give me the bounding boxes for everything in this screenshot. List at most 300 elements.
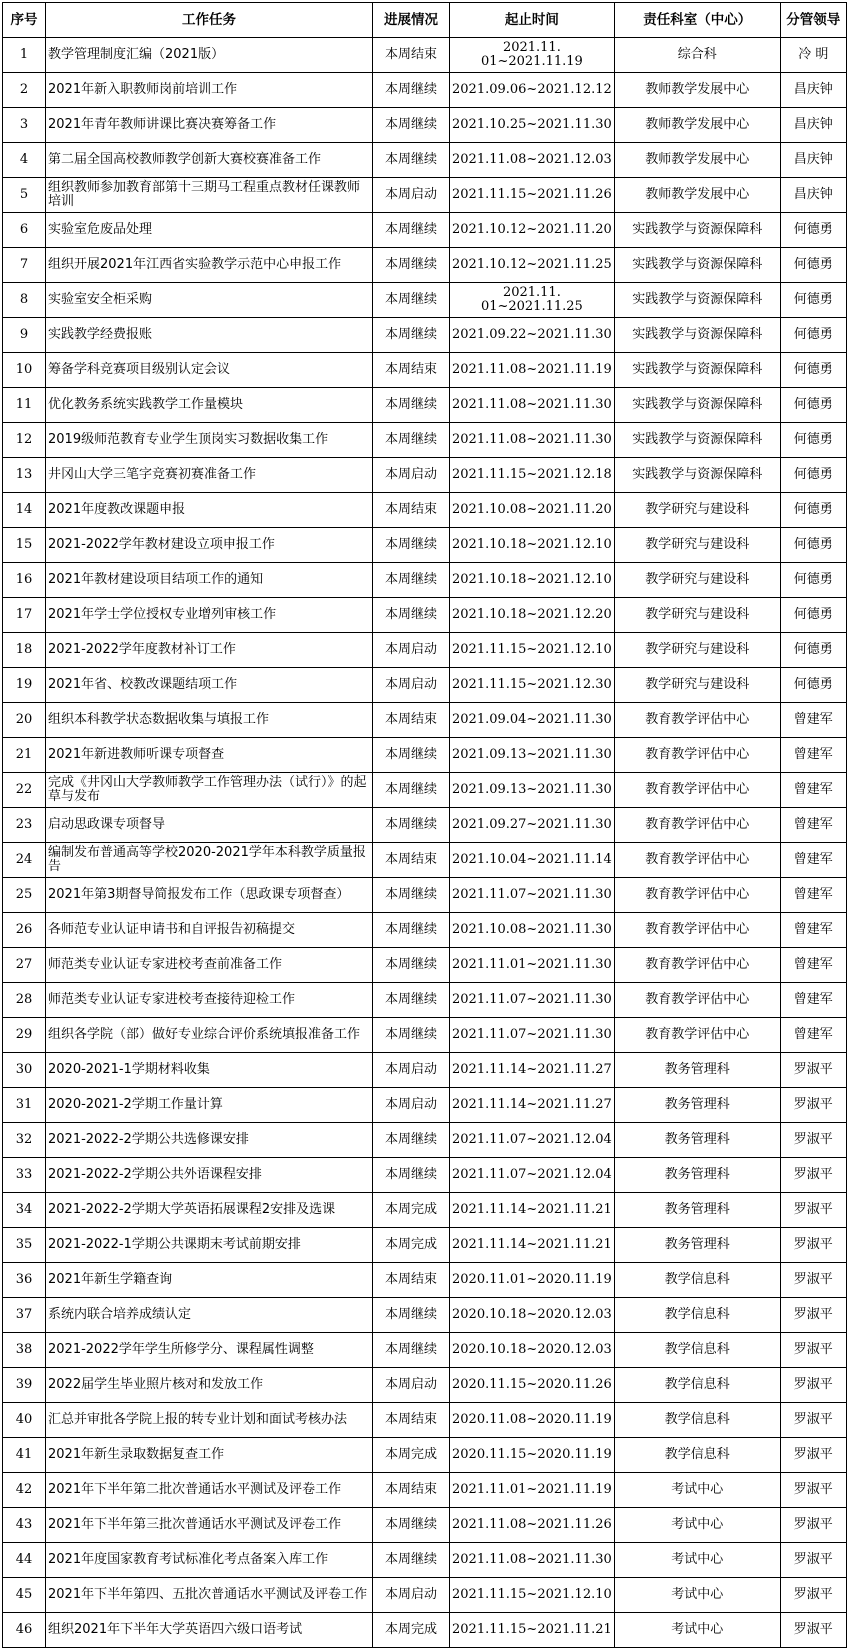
cell-seq: 43 — [3, 1508, 46, 1543]
cell-status: 本周继续 — [373, 1298, 450, 1333]
cell-dates: 2021.11.07~2021.11.30 — [450, 1018, 615, 1053]
cell-dept: 教学信息科 — [614, 1438, 780, 1473]
cell-dept: 考试中心 — [614, 1543, 780, 1578]
table-row — [3, 1053, 847, 1088]
cell-seq: 19 — [3, 668, 46, 703]
cell-status: 本周完成 — [373, 1438, 450, 1473]
cell-status: 本周启动 — [373, 1578, 450, 1613]
cell-seq: 8 — [3, 283, 46, 318]
cell-task: 实验室安全柜采购 — [46, 283, 373, 318]
table-row — [3, 808, 847, 843]
cell-task: 2021年学士学位授权专业增列审核工作 — [46, 598, 373, 633]
table-row — [3, 248, 847, 283]
cell-dept: 考试中心 — [614, 1473, 780, 1508]
cell-dates: 2021.11.14~2021.11.21 — [450, 1193, 615, 1228]
cell-seq: 46 — [3, 1613, 46, 1648]
cell-dept: 教务管理科 — [614, 1123, 780, 1158]
table-row — [3, 1123, 847, 1158]
cell-dept: 教学信息科 — [614, 1298, 780, 1333]
cell-task: 2021年下半年第三批次普通话水平测试及评卷工作 — [46, 1508, 373, 1543]
cell-dates: 2020.10.18~2020.12.03 — [450, 1298, 615, 1333]
cell-leader: 曾建军 — [780, 1018, 846, 1053]
table-row — [3, 1613, 847, 1648]
table-row — [3, 703, 847, 738]
cell-leader: 昌庆钟 — [780, 143, 846, 178]
cell-task: 完成《井冈山大学教师教学工作管理办法（试行）》的起草与发布 — [46, 773, 373, 808]
cell-dates: 2020.11.15~2020.11.26 — [450, 1368, 615, 1403]
cell-task: 启动思政课专项督导 — [46, 808, 373, 843]
cell-leader: 罗淑平 — [780, 1053, 846, 1088]
table-row — [3, 1333, 847, 1368]
cell-dept: 教师教学发展中心 — [614, 108, 780, 143]
cell-leader: 罗淑平 — [780, 1473, 846, 1508]
cell-dates: 2021.10.18~2021.12.10 — [450, 563, 615, 598]
cell-leader: 何德勇 — [780, 493, 846, 528]
cell-status: 本周继续 — [373, 773, 450, 808]
table-row — [3, 458, 847, 493]
cell-leader: 何德勇 — [780, 318, 846, 353]
cell-dates: 2021.11.15~2021.12.10 — [450, 633, 615, 668]
cell-seq: 15 — [3, 528, 46, 563]
cell-seq: 26 — [3, 913, 46, 948]
cell-status: 本周继续 — [373, 1158, 450, 1193]
cell-leader: 曾建军 — [780, 703, 846, 738]
cell-status: 本周继续 — [373, 528, 450, 563]
cell-dept: 教学信息科 — [614, 1333, 780, 1368]
cell-dept: 教育教学评估中心 — [614, 913, 780, 948]
cell-dept: 考试中心 — [614, 1578, 780, 1613]
table-row — [3, 1403, 847, 1438]
cell-dates: 2021.11.15~2021.12.18 — [450, 458, 615, 493]
cell-seq: 38 — [3, 1333, 46, 1368]
cell-task: 2021年新进教师听课专项督查 — [46, 738, 373, 773]
cell-status: 本周继续 — [373, 108, 450, 143]
cell-task: 2021-2022学年教材建设立项申报工作 — [46, 528, 373, 563]
cell-leader: 何德勇 — [780, 283, 846, 318]
cell-task: 师范类专业认证专家进校考查接待迎检工作 — [46, 983, 373, 1018]
cell-seq: 6 — [3, 213, 46, 248]
cell-status: 本周继续 — [373, 1018, 450, 1053]
cell-status: 本周继续 — [373, 948, 450, 983]
cell-status: 本周结束 — [373, 703, 450, 738]
cell-task: 组织教师参加教育部第十三期马工程重点教材任课教师培训 — [46, 178, 373, 213]
cell-dept: 教务管理科 — [614, 1228, 780, 1263]
cell-status: 本周启动 — [373, 1088, 450, 1123]
cell-leader: 冷 明 — [780, 38, 846, 73]
table-row — [3, 563, 847, 598]
cell-dates: 2021.11.08~2021.11.30 — [450, 388, 615, 423]
cell-dates: 2021.10.08~2021.11.20 — [450, 493, 615, 528]
cell-seq: 9 — [3, 318, 46, 353]
table-body — [3, 38, 847, 1648]
table-row — [3, 178, 847, 213]
cell-seq: 5 — [3, 178, 46, 213]
cell-leader: 罗淑平 — [780, 1088, 846, 1123]
cell-task: 2021年省、校教改课题结项工作 — [46, 668, 373, 703]
cell-dept: 教学研究与建设科 — [614, 528, 780, 563]
cell-status: 本周继续 — [373, 248, 450, 283]
cell-seq: 44 — [3, 1543, 46, 1578]
cell-task: 2022届学生毕业照片核对和发放工作 — [46, 1368, 373, 1403]
cell-seq: 12 — [3, 423, 46, 458]
cell-dates: 2021.11.07~2021.12.04 — [450, 1123, 615, 1158]
cell-seq: 25 — [3, 878, 46, 913]
cell-dept: 教育教学评估中心 — [614, 843, 780, 878]
cell-task: 教学管理制度汇编（2021版） — [46, 38, 373, 73]
cell-leader: 曾建军 — [780, 878, 846, 913]
cell-task: 组织开展2021年江西省实验教学示范中心申报工作 — [46, 248, 373, 283]
table-row — [3, 1018, 847, 1053]
table-row — [3, 668, 847, 703]
cell-task: 2020-2021-1学期材料收集 — [46, 1053, 373, 1088]
cell-leader: 何德勇 — [780, 668, 846, 703]
cell-task: 2021-2022学年度教材补订工作 — [46, 633, 373, 668]
cell-dates: 2021.11.08~2021.11.30 — [450, 1543, 615, 1578]
cell-dates: 2021.11.08~2021.11.30 — [450, 423, 615, 458]
table-row — [3, 948, 847, 983]
cell-seq: 28 — [3, 983, 46, 1018]
cell-leader: 罗淑平 — [780, 1193, 846, 1228]
cell-dept: 教务管理科 — [614, 1158, 780, 1193]
table-row — [3, 318, 847, 353]
cell-dept: 教务管理科 — [614, 1193, 780, 1228]
cell-dates: 2020.10.18~2020.12.03 — [450, 1333, 615, 1368]
cell-status: 本周继续 — [373, 1333, 450, 1368]
cell-seq: 35 — [3, 1228, 46, 1263]
cell-status: 本周完成 — [373, 1228, 450, 1263]
cell-leader: 昌庆钟 — [780, 108, 846, 143]
cell-seq: 17 — [3, 598, 46, 633]
table-row — [3, 493, 847, 528]
cell-dept: 教师教学发展中心 — [614, 178, 780, 213]
cell-dept: 教育教学评估中心 — [614, 703, 780, 738]
cell-seq: 36 — [3, 1263, 46, 1298]
cell-dates: 2021.10.04~2021.11.14 — [450, 843, 615, 878]
cell-leader: 何德勇 — [780, 633, 846, 668]
cell-dates: 2021.10.12~2021.11.25 — [450, 248, 615, 283]
header-leader: 分管领导 — [780, 3, 846, 38]
cell-dept: 实践教学与资源保障科 — [614, 283, 780, 318]
cell-task: 编制发布普通高等学校2020-2021学年本科教学质量报告 — [46, 843, 373, 878]
cell-leader: 曾建军 — [780, 738, 846, 773]
cell-dept: 教学研究与建设科 — [614, 598, 780, 633]
cell-dept: 实践教学与资源保障科 — [614, 353, 780, 388]
cell-dates: 2021.09.04~2021.11.30 — [450, 703, 615, 738]
cell-leader: 曾建军 — [780, 948, 846, 983]
cell-seq: 27 — [3, 948, 46, 983]
cell-task: 优化教务系统实践教学工作量模块 — [46, 388, 373, 423]
cell-dept: 教学研究与建设科 — [614, 563, 780, 598]
table-row — [3, 73, 847, 108]
cell-status: 本周结束 — [373, 1263, 450, 1298]
cell-leader: 曾建军 — [780, 773, 846, 808]
cell-dates: 2021.11.08~2021.12.03 — [450, 143, 615, 178]
cell-seq: 20 — [3, 703, 46, 738]
cell-dept: 教育教学评估中心 — [614, 773, 780, 808]
cell-task: 2021年下半年第二批次普通话水平测试及评卷工作 — [46, 1473, 373, 1508]
cell-status: 本周继续 — [373, 913, 450, 948]
cell-dept: 教学信息科 — [614, 1368, 780, 1403]
cell-dates: 2021.11.01~2021.11.19 — [450, 1473, 615, 1508]
cell-dept: 教育教学评估中心 — [614, 808, 780, 843]
cell-seq: 16 — [3, 563, 46, 598]
cell-status: 本周继续 — [373, 878, 450, 913]
cell-seq: 13 — [3, 458, 46, 493]
cell-leader: 曾建军 — [780, 843, 846, 878]
cell-dates: 2021.11. 01~2021.11.19 — [450, 38, 615, 73]
cell-status: 本周继续 — [373, 388, 450, 423]
table-row — [3, 1228, 847, 1263]
cell-seq: 18 — [3, 633, 46, 668]
cell-seq: 45 — [3, 1578, 46, 1613]
cell-leader: 何德勇 — [780, 213, 846, 248]
table-row — [3, 353, 847, 388]
cell-status: 本周结束 — [373, 38, 450, 73]
cell-dates: 2021.10.18~2021.12.10 — [450, 528, 615, 563]
table-row — [3, 283, 847, 318]
table-row — [3, 983, 847, 1018]
cell-status: 本周继续 — [373, 1123, 450, 1158]
cell-seq: 22 — [3, 773, 46, 808]
table-row — [3, 1193, 847, 1228]
cell-seq: 14 — [3, 493, 46, 528]
cell-leader: 何德勇 — [780, 528, 846, 563]
cell-leader: 何德勇 — [780, 423, 846, 458]
cell-leader: 何德勇 — [780, 598, 846, 633]
cell-leader: 罗淑平 — [780, 1578, 846, 1613]
cell-seq: 37 — [3, 1298, 46, 1333]
cell-dept: 教学信息科 — [614, 1403, 780, 1438]
table-row — [3, 1158, 847, 1193]
cell-dept: 教育教学评估中心 — [614, 878, 780, 913]
cell-leader: 何德勇 — [780, 458, 846, 493]
header-dates: 起止时间 — [450, 3, 615, 38]
cell-status: 本周继续 — [373, 808, 450, 843]
table-row — [3, 1578, 847, 1613]
cell-dept: 教学信息科 — [614, 1263, 780, 1298]
cell-leader: 罗淑平 — [780, 1123, 846, 1158]
cell-leader: 罗淑平 — [780, 1263, 846, 1298]
table-row — [3, 423, 847, 458]
cell-dept: 教育教学评估中心 — [614, 983, 780, 1018]
cell-task: 2021年教材建设项目结项工作的通知 — [46, 563, 373, 598]
cell-task: 实验室危废品处理 — [46, 213, 373, 248]
cell-task: 2021-2022-2学期大学英语拓展课程2安排及选课 — [46, 1193, 373, 1228]
cell-dept: 实践教学与资源保障科 — [614, 248, 780, 283]
table-row — [3, 1298, 847, 1333]
table-row — [3, 1543, 847, 1578]
cell-leader: 罗淑平 — [780, 1403, 846, 1438]
cell-dates: 2020.11.15~2020.11.19 — [450, 1438, 615, 1473]
cell-dates: 2021.11.07~2021.11.30 — [450, 983, 615, 1018]
cell-dates: 2021.11.15~2021.11.26 — [450, 178, 615, 213]
cell-seq: 40 — [3, 1403, 46, 1438]
cell-task: 2020-2021-2学期工作量计算 — [46, 1088, 373, 1123]
header-row — [3, 3, 847, 38]
cell-dept: 综合科 — [614, 38, 780, 73]
cell-task: 组织2021年下半年大学英语四六级口语考试 — [46, 1613, 373, 1648]
cell-dates: 2021.11.15~2021.12.30 — [450, 668, 615, 703]
cell-status: 本周结束 — [373, 1473, 450, 1508]
cell-dates: 2020.11.01~2020.11.19 — [450, 1263, 615, 1298]
cell-dept: 教学研究与建设科 — [614, 668, 780, 703]
header-seq: 序号 — [3, 3, 46, 38]
cell-leader: 罗淑平 — [780, 1298, 846, 1333]
table-row — [3, 913, 847, 948]
table-row — [3, 388, 847, 423]
cell-seq: 34 — [3, 1193, 46, 1228]
cell-task: 2021-2022-2学期公共选修课安排 — [46, 1123, 373, 1158]
table-row — [3, 843, 847, 878]
cell-dates: 2021.11.01~2021.11.30 — [450, 948, 615, 983]
cell-dept: 教育教学评估中心 — [614, 738, 780, 773]
cell-dept: 教师教学发展中心 — [614, 143, 780, 178]
cell-leader: 罗淑平 — [780, 1438, 846, 1473]
cell-dates: 2021.10.25~2021.11.30 — [450, 108, 615, 143]
cell-seq: 30 — [3, 1053, 46, 1088]
cell-dept: 教育教学评估中心 — [614, 948, 780, 983]
cell-dates: 2021.11.07~2021.12.04 — [450, 1158, 615, 1193]
cell-leader: 曾建军 — [780, 913, 846, 948]
cell-seq: 33 — [3, 1158, 46, 1193]
cell-task: 2021-2022-1学期公共课期末考试前期安排 — [46, 1228, 373, 1263]
cell-dates: 2020.11.08~2020.11.19 — [450, 1403, 615, 1438]
cell-dates: 2021.10.12~2021.11.20 — [450, 213, 615, 248]
cell-dept: 教学研究与建设科 — [614, 493, 780, 528]
table-row — [3, 108, 847, 143]
cell-leader: 罗淑平 — [780, 1228, 846, 1263]
cell-seq: 3 — [3, 108, 46, 143]
cell-dates: 2021.11.14~2021.11.27 — [450, 1053, 615, 1088]
cell-dates: 2021.09.13~2021.11.30 — [450, 773, 615, 808]
cell-task: 系统内联合培养成绩认定 — [46, 1298, 373, 1333]
cell-dept: 实践教学与资源保障科 — [614, 388, 780, 423]
table-row — [3, 773, 847, 808]
cell-task: 2021年第3期督导简报发布工作（思政课专项督查） — [46, 878, 373, 913]
cell-seq: 21 — [3, 738, 46, 773]
cell-task: 2021年青年教师讲课比赛决赛筹备工作 — [46, 108, 373, 143]
cell-seq: 42 — [3, 1473, 46, 1508]
cell-task: 第二届全国高校教师教学创新大赛校赛准备工作 — [46, 143, 373, 178]
cell-task: 2021年新生录取数据复查工作 — [46, 1438, 373, 1473]
cell-leader: 何德勇 — [780, 353, 846, 388]
cell-status: 本周结束 — [373, 353, 450, 388]
cell-leader: 罗淑平 — [780, 1368, 846, 1403]
cell-status: 本周继续 — [373, 563, 450, 598]
cell-task: 汇总并审批各学院上报的转专业计划和面试考核办法 — [46, 1403, 373, 1438]
cell-status: 本周完成 — [373, 1613, 450, 1648]
table-row — [3, 598, 847, 633]
cell-status: 本周启动 — [373, 1368, 450, 1403]
cell-seq: 39 — [3, 1368, 46, 1403]
cell-leader: 昌庆钟 — [780, 178, 846, 213]
cell-dates: 2021.11.15~2021.11.21 — [450, 1613, 615, 1648]
cell-dept: 考试中心 — [614, 1508, 780, 1543]
cell-status: 本周继续 — [373, 983, 450, 1018]
cell-task: 2021年新入职教师岗前培训工作 — [46, 73, 373, 108]
cell-status: 本周启动 — [373, 668, 450, 703]
cell-status: 本周启动 — [373, 1053, 450, 1088]
cell-seq: 31 — [3, 1088, 46, 1123]
cell-status: 本周完成 — [373, 1193, 450, 1228]
header-task: 工作任务 — [46, 3, 373, 38]
cell-status: 本周继续 — [373, 738, 450, 773]
cell-dates: 2021.09.27~2021.11.30 — [450, 808, 615, 843]
table-row — [3, 1088, 847, 1123]
cell-dates: 2021.11.08~2021.11.19 — [450, 353, 615, 388]
cell-dept: 教务管理科 — [614, 1088, 780, 1123]
table-row — [3, 528, 847, 563]
work-task-table — [2, 2, 847, 1648]
cell-leader: 罗淑平 — [780, 1543, 846, 1578]
cell-dept: 实践教学与资源保障科 — [614, 423, 780, 458]
cell-status: 本周启动 — [373, 178, 450, 213]
cell-task: 井冈山大学三笔字竞赛初赛准备工作 — [46, 458, 373, 493]
table-row — [3, 1368, 847, 1403]
cell-seq: 4 — [3, 143, 46, 178]
cell-status: 本周启动 — [373, 633, 450, 668]
cell-leader: 昌庆钟 — [780, 73, 846, 108]
cell-status: 本周结束 — [373, 493, 450, 528]
cell-dept: 教育教学评估中心 — [614, 1018, 780, 1053]
header-dept: 责任科室（中心） — [614, 3, 780, 38]
cell-task: 筹备学科竞赛项目级别认定会议 — [46, 353, 373, 388]
cell-task: 实践教学经费报账 — [46, 318, 373, 353]
cell-task: 2021年度教改课题申报 — [46, 493, 373, 528]
cell-dates: 2021.11. 01~2021.11.25 — [450, 283, 615, 318]
table-row — [3, 38, 847, 73]
cell-dates: 2021.09.13~2021.11.30 — [450, 738, 615, 773]
cell-dates: 2021.10.18~2021.12.20 — [450, 598, 615, 633]
cell-seq: 23 — [3, 808, 46, 843]
table-row — [3, 1263, 847, 1298]
cell-seq: 32 — [3, 1123, 46, 1158]
cell-status: 本周结束 — [373, 843, 450, 878]
cell-leader: 罗淑平 — [780, 1508, 846, 1543]
cell-seq: 10 — [3, 353, 46, 388]
table-row — [3, 1438, 847, 1473]
cell-dept: 教师教学发展中心 — [614, 73, 780, 108]
cell-leader: 罗淑平 — [780, 1158, 846, 1193]
cell-status: 本周启动 — [373, 458, 450, 493]
cell-seq: 7 — [3, 248, 46, 283]
cell-status: 本周结束 — [373, 1403, 450, 1438]
cell-status: 本周继续 — [373, 143, 450, 178]
cell-dept: 教学研究与建设科 — [614, 633, 780, 668]
cell-task: 2021年下半年第四、五批次普通话水平测试及评卷工作 — [46, 1578, 373, 1613]
cell-dept: 实践教学与资源保障科 — [614, 458, 780, 493]
cell-status: 本周继续 — [373, 318, 450, 353]
cell-task: 2021年新生学籍查询 — [46, 1263, 373, 1298]
cell-status: 本周继续 — [373, 598, 450, 633]
cell-dates: 2021.11.14~2021.11.27 — [450, 1088, 615, 1123]
cell-dates: 2021.09.06~2021.12.12 — [450, 73, 615, 108]
cell-status: 本周继续 — [373, 1508, 450, 1543]
cell-leader: 何德勇 — [780, 248, 846, 283]
cell-dates: 2021.11.07~2021.11.30 — [450, 878, 615, 913]
cell-dates: 2021.10.08~2021.11.30 — [450, 913, 615, 948]
cell-dept: 实践教学与资源保障科 — [614, 318, 780, 353]
table-row — [3, 633, 847, 668]
cell-dates: 2021.11.15~2021.12.10 — [450, 1578, 615, 1613]
cell-task: 组织各学院（部）做好专业综合评价系统填报准备工作 — [46, 1018, 373, 1053]
table-row — [3, 1508, 847, 1543]
cell-leader: 罗淑平 — [780, 1333, 846, 1368]
table-row — [3, 878, 847, 913]
cell-leader: 曾建军 — [780, 983, 846, 1018]
table-row — [3, 1473, 847, 1508]
table-row — [3, 143, 847, 178]
